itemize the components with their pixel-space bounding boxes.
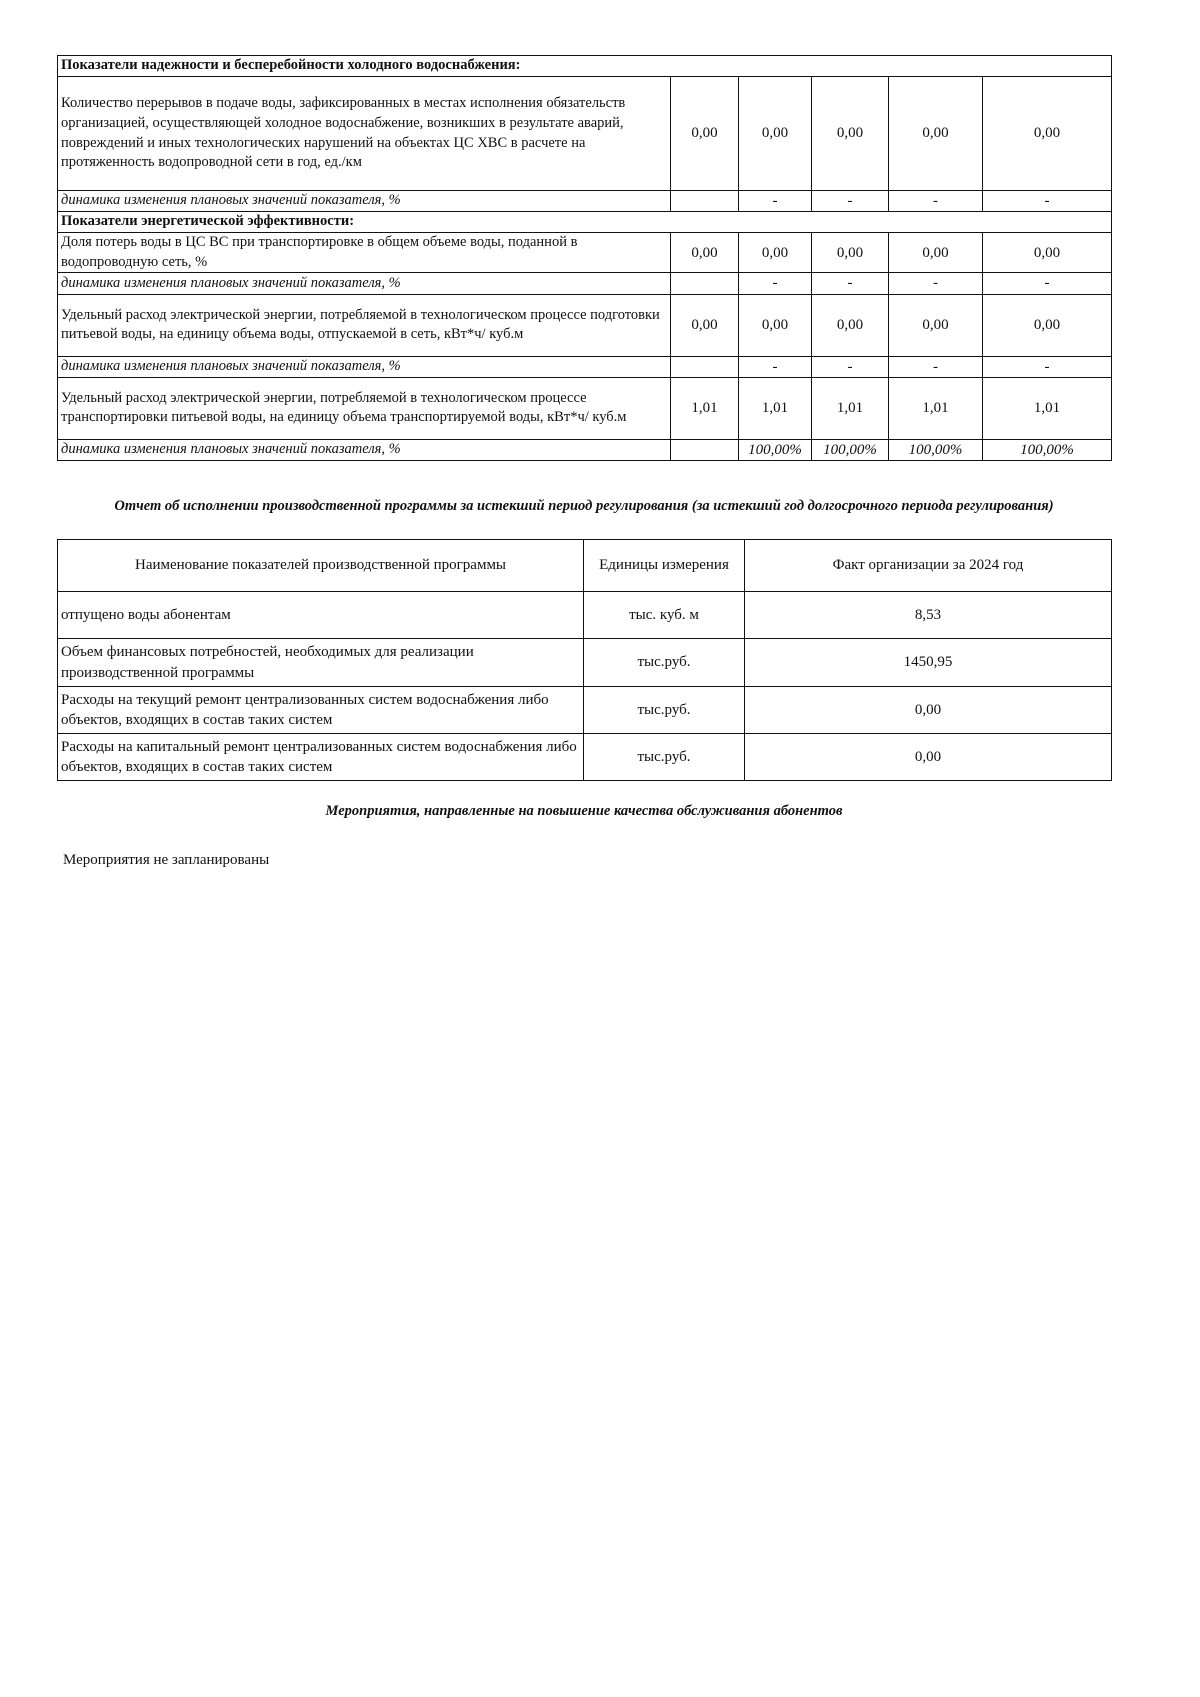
table-row <box>58 592 1112 639</box>
value-cell: 0,00 <box>739 294 812 356</box>
dynamics-row <box>58 356 1112 377</box>
indicator-unit: тыс.руб. <box>584 734 745 781</box>
dynamics-row <box>58 191 1112 212</box>
value-cell <box>671 356 739 377</box>
indicator-value: 0,00 <box>745 734 1112 781</box>
table-row <box>58 233 1112 273</box>
value-cell: - <box>812 356 889 377</box>
value-cell: - <box>983 191 1112 212</box>
table-row <box>58 734 1112 781</box>
report-table <box>57 539 1112 781</box>
indicator-unit: тыс. куб. м <box>584 592 745 639</box>
table-row <box>58 639 1112 687</box>
value-cell: - <box>983 356 1112 377</box>
table-row <box>58 377 1112 439</box>
column-header-fact: Факт организации за 2024 год <box>745 540 1112 592</box>
value-cell: - <box>889 273 983 294</box>
row-label: Количество перерывов в подаче воды, зафиксированных в местах исполнения обязательств организацией, осуществляющей холодное водоснабжение, возникших в результате аварий, повреждений и иных технологических нарушений на объектах ЦС ХВС в расчете на протяженность водопроводной сети в год, ед./км <box>58 77 671 191</box>
value-cell: 1,01 <box>889 377 983 439</box>
value-cell: 0,00 <box>671 77 739 191</box>
value-cell <box>671 273 739 294</box>
value-cell: - <box>889 191 983 212</box>
value-cell <box>671 439 739 460</box>
value-cell: 0,00 <box>889 233 983 273</box>
value-cell: 0,00 <box>889 77 983 191</box>
value-cell: - <box>983 273 1112 294</box>
row-label: Удельный расход электрической энергии, потребляемой в технологическом процессе транспортировки питьевой воды, на единицу объема транспортируемой воды, кВт*ч/ куб.м <box>58 377 671 439</box>
value-cell: 0,00 <box>739 77 812 191</box>
indicator-name: Объем финансовых потребностей, необходимых для реализации производственной программы <box>58 639 584 687</box>
value-cell: - <box>739 191 812 212</box>
value-cell: 0,00 <box>983 233 1112 273</box>
value-cell: 0,00 <box>983 294 1112 356</box>
indicator-unit: тыс.руб. <box>584 687 745 734</box>
indicator-unit: тыс.руб. <box>584 639 745 687</box>
column-header-name: Наименование показателей производственной программы <box>58 540 584 592</box>
dynamics-label: динамика изменения плановых значений показателя, % <box>58 191 671 212</box>
value-cell: - <box>739 356 812 377</box>
value-cell: 0,00 <box>671 294 739 356</box>
value-cell: 1,01 <box>983 377 1112 439</box>
dynamics-row <box>58 273 1112 294</box>
row-label: Удельный расход электрической энергии, потребляемой в технологическом процессе подготовки питьевой воды, на единицу объема воды, отпускаемой в сеть, кВт*ч/ куб.м <box>58 294 671 356</box>
value-cell: 0,00 <box>739 233 812 273</box>
indicator-name: Расходы на текущий ремонт централизованных систем водоснабжения либо объектов, входящих в состав таких систем <box>58 687 584 734</box>
value-cell: 1,01 <box>739 377 812 439</box>
report-heading: Отчет об исполнении производственной программы за истекший период регулирования (за истекший год долгосрочного периода регулирования) <box>114 498 1054 514</box>
value-cell: 0,00 <box>812 294 889 356</box>
column-header-unit: Единицы измерения <box>584 540 745 592</box>
value-cell: 1,01 <box>812 377 889 439</box>
value-cell: 100,00% <box>812 439 889 460</box>
value-cell: 1,01 <box>671 377 739 439</box>
table-header-row <box>58 540 1112 592</box>
measures-heading: Мероприятия, направленные на повышение качества обслуживания абонентов <box>325 803 843 819</box>
dynamics-label: динамика изменения плановых значений показателя, % <box>58 273 671 294</box>
value-cell: - <box>812 273 889 294</box>
value-cell: 100,00% <box>739 439 812 460</box>
value-cell: 0,00 <box>812 77 889 191</box>
section-energy-heading: Показатели энергетической эффективности: <box>58 212 1112 233</box>
indicator-name: отпущено воды абонентам <box>58 592 584 639</box>
value-cell: - <box>889 356 983 377</box>
indicator-value: 8,53 <box>745 592 1112 639</box>
table-row <box>58 687 1112 734</box>
value-cell: 100,00% <box>983 439 1112 460</box>
indicator-name: Расходы на капитальный ремонт централизованных систем водоснабжения либо объектов, входящих в состав таких систем <box>58 734 584 781</box>
indicator-value: 0,00 <box>745 687 1112 734</box>
value-cell: - <box>739 273 812 294</box>
value-cell: 100,00% <box>889 439 983 460</box>
value-cell: - <box>812 191 889 212</box>
row-label: Доля потерь воды в ЦС ВС при транспортировке в общем объеме воды, поданной в водопроводную сеть, % <box>58 233 671 273</box>
value-cell: 0,00 <box>671 233 739 273</box>
value-cell: 0,00 <box>812 233 889 273</box>
measures-note: Мероприятия не запланированы <box>63 852 270 868</box>
section-reliability-heading: Показатели надежности и бесперебойности холодного водоснабжения: <box>58 56 1112 77</box>
value-cell: 0,00 <box>983 77 1112 191</box>
indicators-table <box>57 55 1112 461</box>
value-cell: 0,00 <box>889 294 983 356</box>
value-cell <box>671 191 739 212</box>
dynamics-row <box>58 439 1112 460</box>
indicator-value: 1450,95 <box>745 639 1112 687</box>
dynamics-label: динамика изменения плановых значений показателя, % <box>58 439 671 460</box>
table-row <box>58 294 1112 356</box>
dynamics-label: динамика изменения плановых значений показателя, % <box>58 356 671 377</box>
table-row <box>58 77 1112 191</box>
